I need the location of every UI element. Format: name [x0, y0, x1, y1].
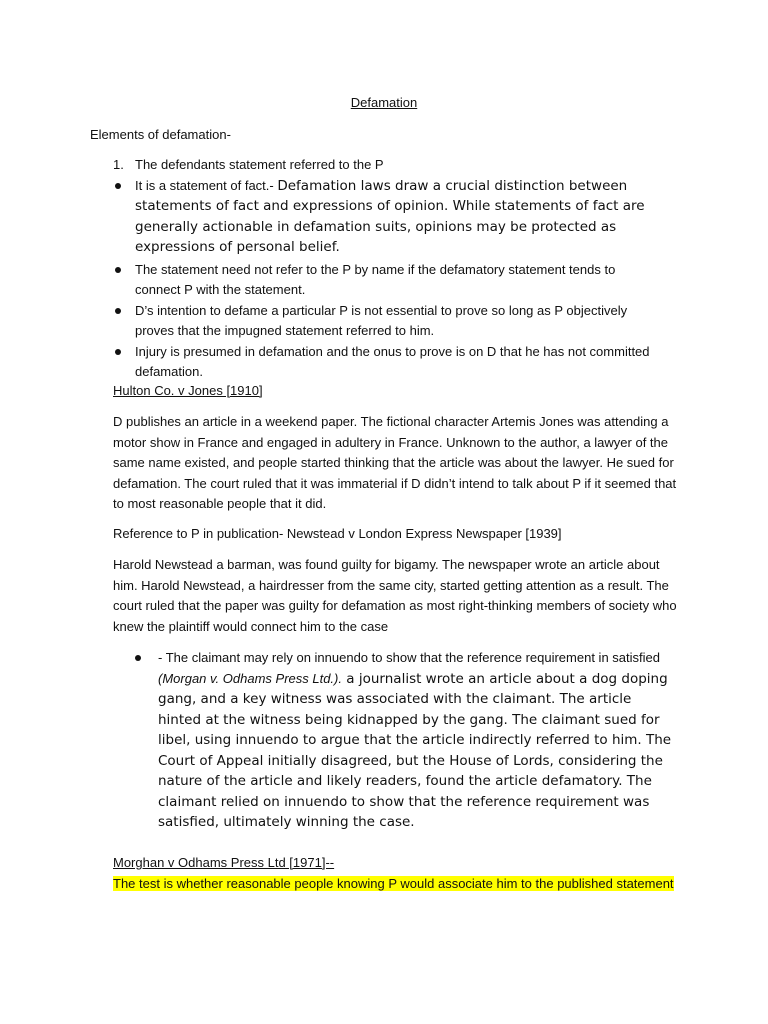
bullet-icon	[115, 267, 121, 273]
list-item-text: It is a statement of fact.-	[135, 177, 278, 193]
innuendo-list	[0, 648, 768, 833]
case-heading-hulton: Hulton Co. v Jones [1910]	[113, 383, 263, 398]
list-item-text: The statement need not refer to the P by name if the defamatory statement tends to connect P with the statement.	[135, 261, 616, 297]
bullet-icon	[115, 308, 121, 314]
bullet-icon	[115, 183, 121, 189]
highlighted-test	[113, 874, 678, 895]
innuendo-text-extended: a journalist wrote an article about a dog doping gang, and a key witness was associated with the claimant. The article hinted at the witness being kidnapped by the gang. The claimant sued for libel, using innuendo to argue that the article indirectly referred to him. The Court of Appeal initially disagreed, but the House of Lords, considering the nature of the article and likely readers, found the article defamatory. The claimant relied on innuendo to show that the reference requirement was satisfied, ultimately winning the case.	[158, 670, 672, 830]
bullet-icon	[135, 655, 141, 661]
list-item	[0, 260, 655, 301]
list-item-text: The defendants statement referred to the P	[135, 157, 384, 172]
highlight-text: The test is whether reasonable people knowing P would associate him to the published statement	[113, 876, 674, 891]
list-item	[0, 155, 655, 176]
case-heading-morghan: Morghan v Odhams Press Ltd [1971]--	[113, 855, 335, 870]
case-body-newstead: Harold Newstead a barman, was found guilty for bigamy. The newspaper wrote an article about him. Harold Newstead, a hairdresser from the same city, started getting attention as a result. The court ruled that the paper was guilty for defamation as most right-thinking members of society who knew the plaintiff would connect him to the case	[113, 557, 677, 634]
elements-heading: Elements of defamation-	[90, 127, 231, 142]
innuendo-case-citation: (Morgan v. Odhams Press Ltd.).	[158, 670, 342, 686]
list-number: 1.	[113, 157, 124, 172]
list-item	[0, 648, 678, 833]
list-item-text-extended: Defamation laws draw a crucial distinction between statements of fact and expressions of opinion. While statements of fact are generally actionable in defamation suits, opinions may be protected as expressions of personal belief.	[135, 177, 645, 255]
list-item-text: D’s intention to defame a particular P is not essential to prove so long as P objectively proves that the impugned statement referred to him.	[135, 302, 628, 338]
bullet-icon	[115, 349, 121, 355]
list-item	[0, 301, 655, 342]
case-body-hulton: D publishes an article in a weekend paper. The fictional character Artemis Jones was attending a motor show in France and engaged in adultery in France. Unknown to the author, a lawyer of the same name existed, and people started thinking that the article was about the lawyer. He sued for defamation. The court ruled that it was immaterial if D didn’t intend to talk about P if it seemed that to most reasonable people that it did.	[113, 414, 677, 511]
page-title: Defamation	[350, 95, 418, 110]
list-item-text: Injury is presumed in defamation and the onus to prove is on D that he has not committed defamation.	[135, 343, 650, 379]
list-item	[0, 342, 655, 383]
innuendo-text: - The claimant may rely on innuendo to show that the reference requirement in satisfied	[158, 650, 660, 665]
case-heading-newstead: Reference to P in publication- Newstead v London Express Newspaper [1939]	[113, 526, 562, 541]
list-item	[0, 176, 655, 258]
elements-list	[0, 155, 768, 383]
